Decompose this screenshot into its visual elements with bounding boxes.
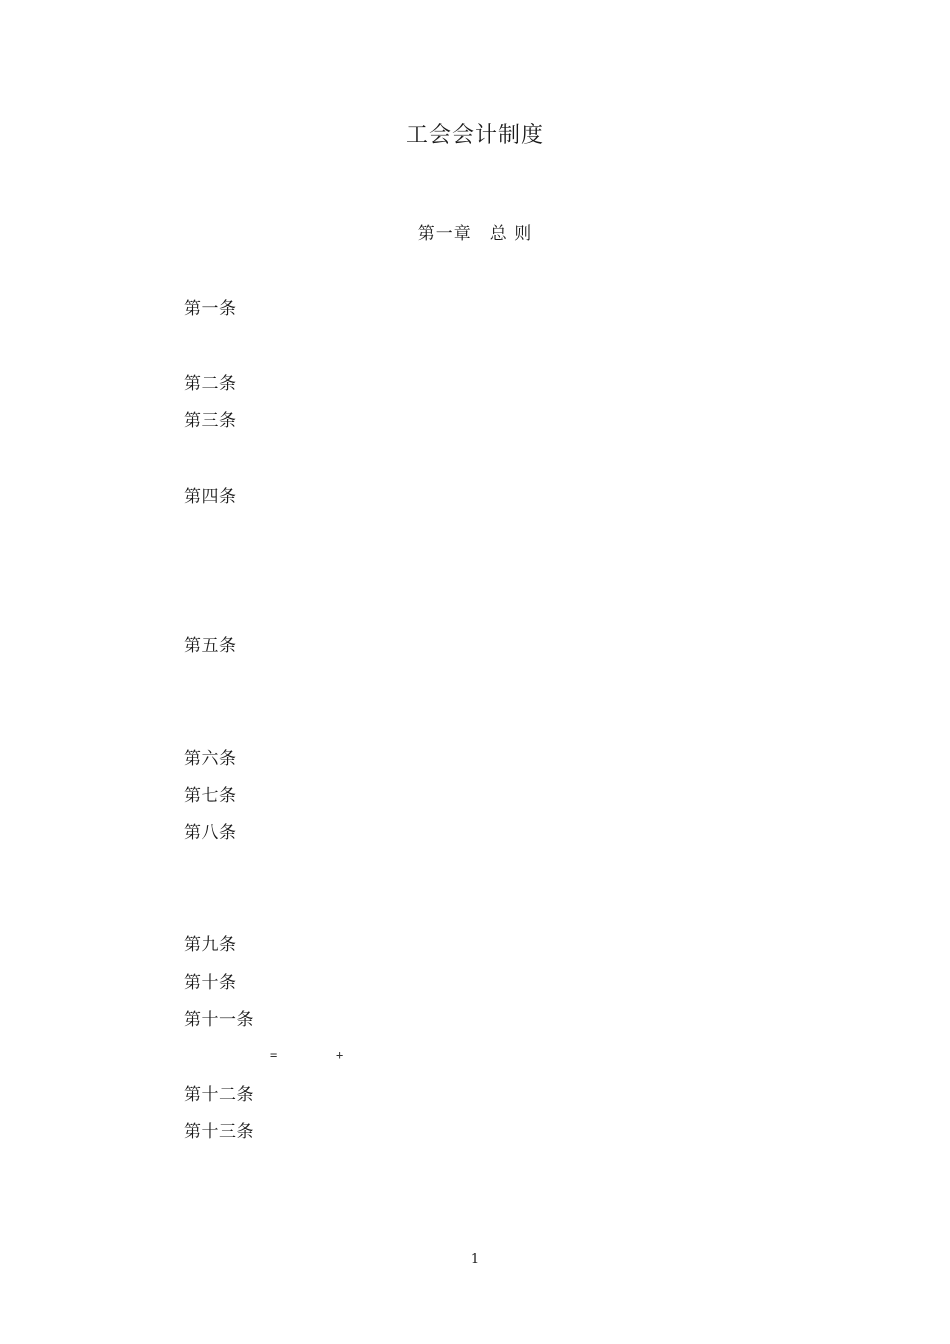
article-label: 第十一条	[184, 1010, 254, 1030]
article-13-line-1	[0, 1117, 950, 1143]
article-label: 第九条	[184, 935, 237, 955]
article-4-line-1	[0, 482, 950, 508]
article-3-line-2	[0, 444, 950, 470]
article-text: +	[336, 1048, 349, 1062]
article-label: 第十二条	[184, 1085, 254, 1105]
article-4-line-2	[0, 519, 950, 545]
article-12-line-1	[0, 1080, 950, 1106]
article-4-line-4	[0, 594, 950, 620]
article-8-line-2	[0, 856, 950, 882]
article-label: 第四条	[184, 487, 237, 507]
chapter-heading: 第一章 总 则	[417, 224, 533, 244]
article-9-line-1	[0, 930, 950, 956]
article-5-line-2	[0, 669, 950, 695]
page-number: 1	[470, 1252, 480, 1267]
article-label: 第五条	[184, 636, 237, 656]
article-2-line-1	[0, 369, 950, 395]
article-5-line-3	[0, 706, 950, 732]
article-1-line-2	[0, 331, 950, 357]
article-4-line-3	[0, 557, 950, 583]
article-label: 第十三条	[184, 1122, 254, 1142]
article-1-line-1	[0, 294, 950, 320]
article-8-line-3	[0, 893, 950, 919]
article-10-line-1	[0, 968, 950, 994]
article-7-line-1	[0, 781, 950, 807]
document-title: 工会会计制度	[405, 123, 544, 148]
article-13-line-2	[0, 1155, 950, 1181]
article-11-line-2	[0, 1042, 950, 1068]
article-label: 第六条	[184, 749, 237, 769]
article-label: 第七条	[184, 786, 237, 806]
article-label: 第八条	[184, 823, 237, 843]
article-label: 第二条	[184, 374, 237, 394]
article-label: 第十条	[184, 973, 237, 993]
article-3-line-1	[0, 406, 950, 432]
article-6-line-1	[0, 744, 950, 770]
article-11-line-1	[0, 1005, 950, 1031]
article-5-line-1	[0, 631, 950, 657]
article-text: =	[270, 1048, 283, 1062]
article-label: 第三条	[184, 411, 237, 431]
article-label: 第一条	[184, 299, 237, 319]
article-8-line-1	[0, 818, 950, 844]
